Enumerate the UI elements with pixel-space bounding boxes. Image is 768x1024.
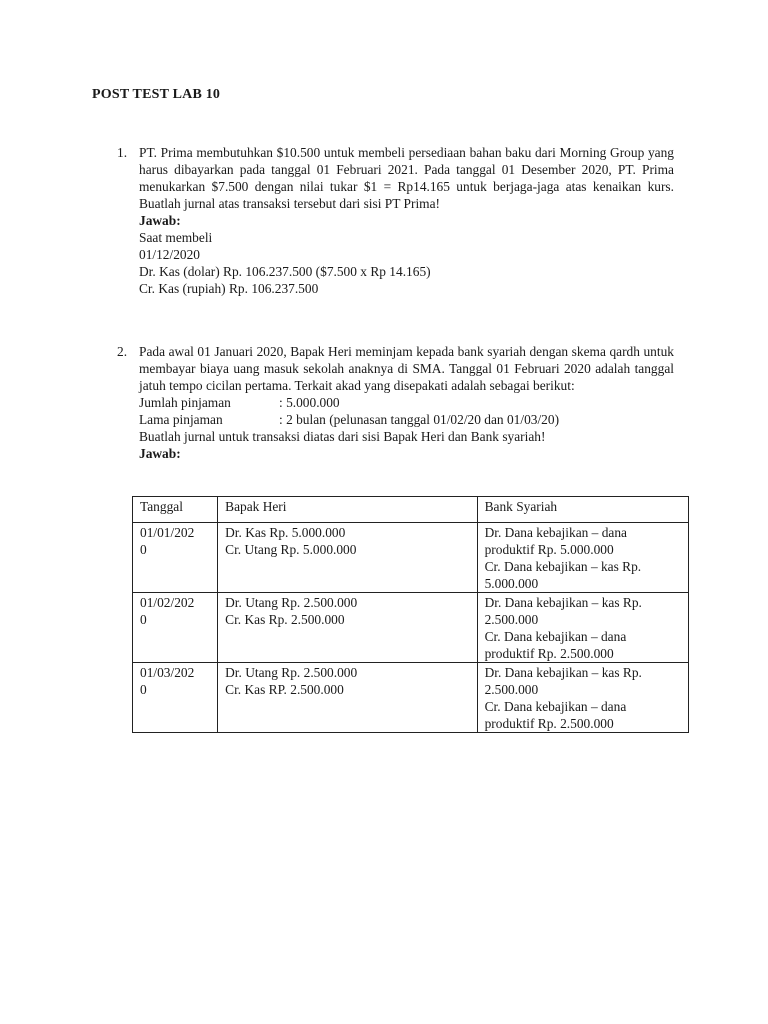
- question-1-answer-label: Jawab:: [139, 213, 181, 228]
- cell-line: Cr. Dana kebajikan – dana: [484, 699, 627, 714]
- cell-line: 01/02/202: [140, 595, 195, 610]
- heri-cell: [218, 523, 477, 593]
- heri-cell: [218, 663, 477, 733]
- cell-line: 0: [140, 612, 147, 627]
- cell-line: 0: [140, 682, 147, 697]
- question-2-number: 2.: [117, 344, 128, 359]
- cell-line: produktif Rp. 2.500.000: [484, 646, 614, 661]
- question-2: [117, 343, 674, 462]
- page-title: POST TEST LAB 10: [92, 87, 221, 102]
- question-1-text: PT. Prima membutuhkan $10.500 untuk membeli persediaan bahan baku dari Morning Group yang harus dibayarkan pada tanggal 01 Februari 2021. Pada tanggal 01 Desember 2020, PT. Prima menukarkan $7.500 dengan nilai tukar $1 = Rp14.165 untuk berjaga-jaga atas kenaikan kurs. Buatlah jurnal atas transaksi tersebut dari sisi PT Prima!: [139, 145, 674, 211]
- cell-line: 0: [140, 542, 147, 557]
- cell-line: Dr. Kas Rp. 5.000.000: [225, 525, 346, 540]
- question-2-answer-label: Jawab:: [139, 446, 181, 461]
- loan-detail-value: : 2 bulan (pelunasan tanggal 01/02/20 dan 01/03/20): [279, 412, 560, 427]
- header-bapak-heri: Bapak Heri: [218, 497, 477, 523]
- loan-detail-label: Jumlah pinjaman: [139, 395, 231, 410]
- cell-line: 5.000.000: [484, 576, 539, 591]
- cell-line: Dr. Utang Rp. 2.500.000: [225, 595, 358, 610]
- cell-line: Dr. Utang Rp. 2.500.000: [225, 665, 358, 680]
- question-2-instruction: Buatlah jurnal untuk transaksi diatas dari sisi Bapak Heri dan Bank syariah!: [139, 429, 546, 444]
- cell-line: 2.500.000: [484, 612, 539, 627]
- bank-cell: [477, 593, 688, 663]
- cell-line: 01/01/202: [140, 525, 195, 540]
- cell-line: produktif Rp. 2.500.000: [484, 716, 614, 731]
- cell-line: Dr. Dana kebajikan – kas Rp.: [484, 665, 642, 680]
- cell-line: Dr. Dana kebajikan – kas Rp.: [484, 595, 642, 610]
- date-cell: [133, 663, 218, 733]
- table-row: [133, 523, 689, 593]
- question-1-number: 1.: [117, 145, 128, 160]
- cell-line: Cr. Dana kebajikan – dana: [484, 629, 627, 644]
- question-1: [117, 144, 674, 297]
- loan-detail-row: [139, 394, 674, 411]
- bank-cell: [477, 523, 688, 593]
- table-row: [133, 593, 689, 663]
- cell-line: Cr. Kas RP. 2.500.000: [225, 682, 344, 697]
- loan-detail-row: [139, 411, 674, 428]
- cell-line: 01/03/202: [140, 665, 195, 680]
- header-bank-syariah: Bank Syariah: [477, 497, 688, 523]
- answer-line: Cr. Kas (rupiah) Rp. 106.237.500: [139, 281, 319, 296]
- answer-line: Saat membeli: [139, 230, 213, 245]
- bank-cell: [477, 663, 688, 733]
- cell-line: Cr. Utang Rp. 5.000.000: [225, 542, 357, 557]
- table-header-row: [133, 497, 689, 523]
- date-cell: [133, 523, 218, 593]
- loan-detail-value: : 5.000.000: [279, 395, 340, 410]
- journal-table: [132, 496, 689, 733]
- cell-line: Cr. Kas Rp. 2.500.000: [225, 612, 345, 627]
- question-2-text: Pada awal 01 Januari 2020, Bapak Heri meminjam kepada bank syariah dengan skema qardh untuk membayar biaya uang masuk sekolah anaknya di SMA. Tanggal 01 Februari 2020 adalah tanggal jatuh tempo cicilan pertama. Terkait akad yang disepakati adalah sebagai berikut:: [139, 344, 674, 393]
- heri-cell: [218, 593, 477, 663]
- cell-line: Cr. Dana kebajikan – kas Rp.: [484, 559, 642, 574]
- table-row: [133, 663, 689, 733]
- answer-line: Dr. Kas (dolar) Rp. 106.237.500 ($7.500 x Rp 14.165): [139, 264, 431, 279]
- cell-line: 2.500.000: [484, 682, 539, 697]
- date-cell: [133, 593, 218, 663]
- cell-line: produktif Rp. 5.000.000: [484, 542, 614, 557]
- header-tanggal: Tanggal: [133, 497, 218, 523]
- answer-line: 01/12/2020: [139, 247, 201, 262]
- loan-detail-label: Lama pinjaman: [139, 412, 223, 427]
- cell-line: Dr. Dana kebajikan – dana: [484, 525, 627, 540]
